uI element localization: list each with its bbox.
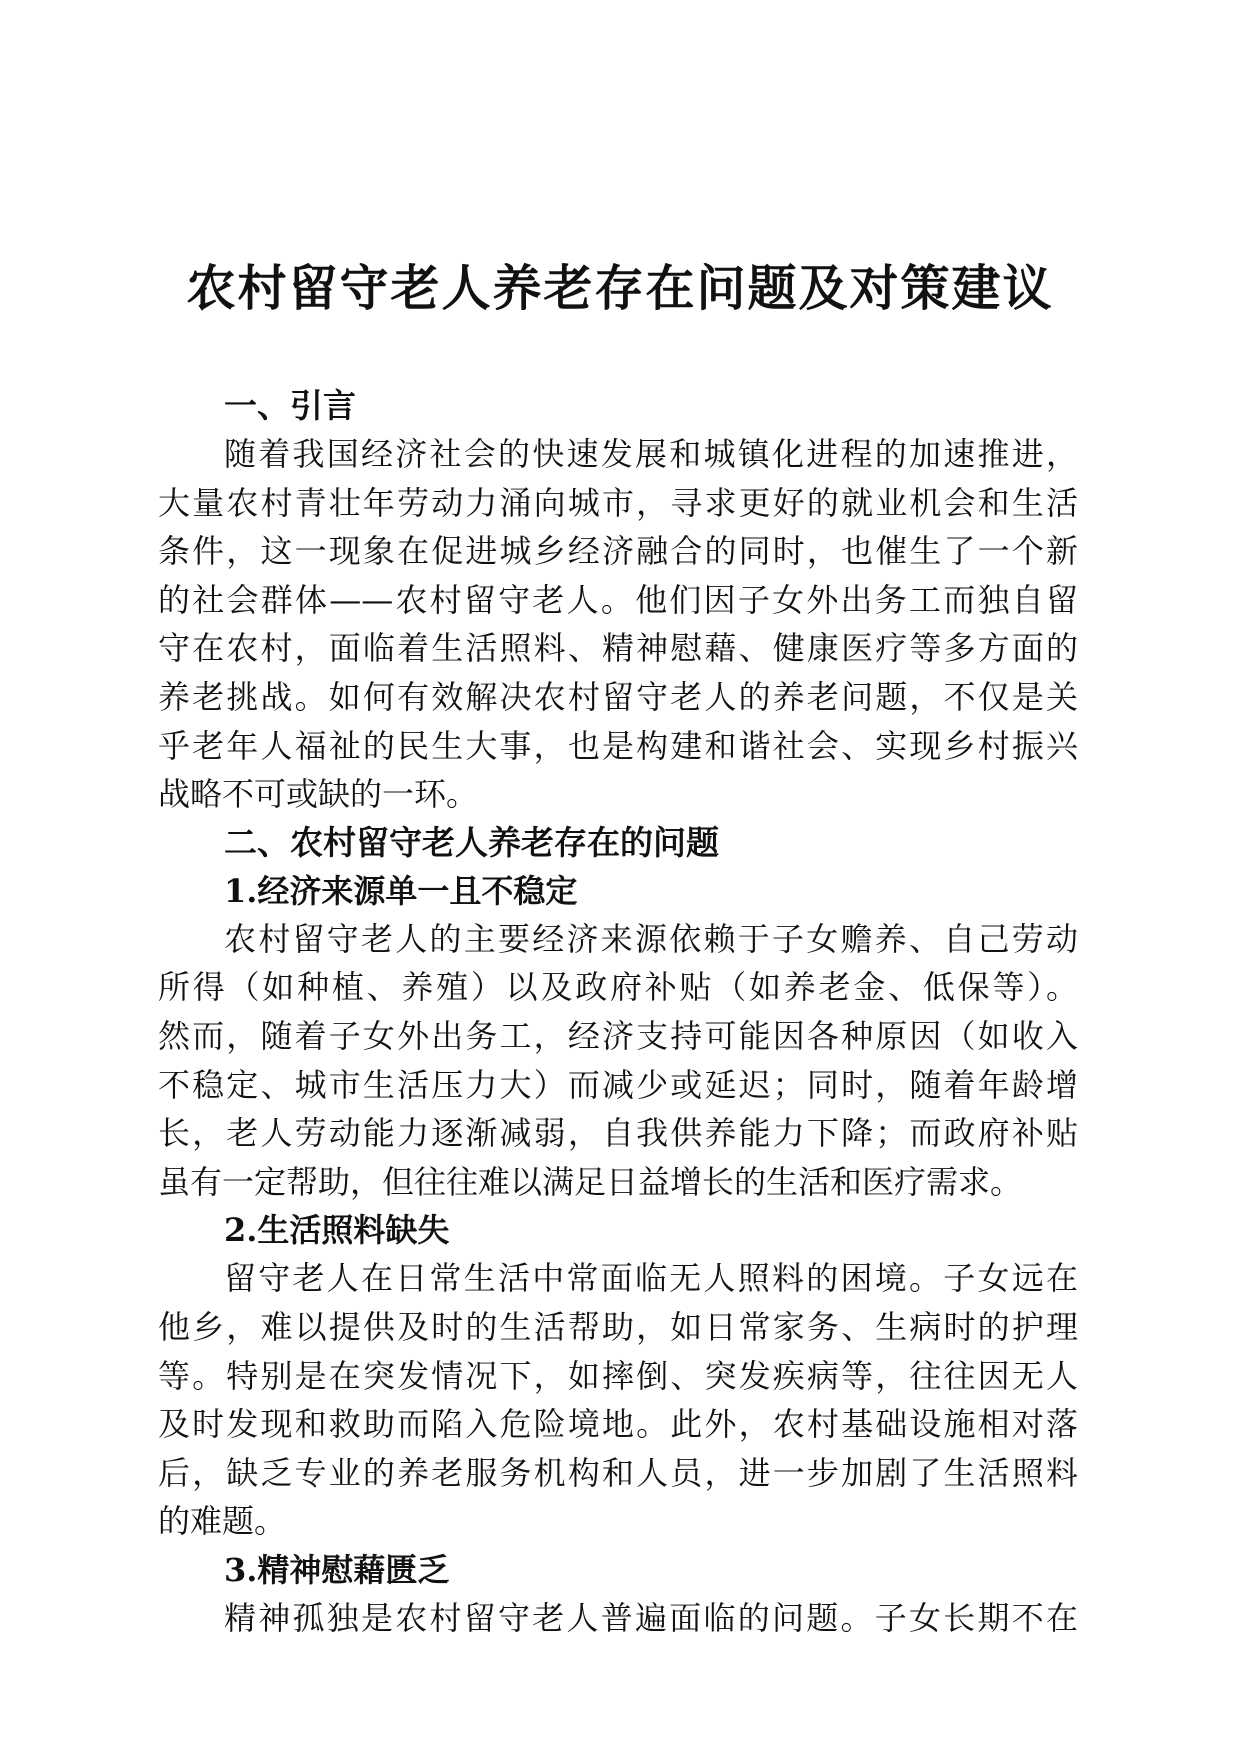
subheading-life-care: 2.生活照料缺失 <box>224 1211 450 1250</box>
paragraph-line: 然而，随着子女外出务工，经济支持可能因各种原因（如收入 <box>158 1016 1078 1055</box>
paragraph-line: 虽有一定帮助，但往往难以满足日益增长的生活和医疗需求。 <box>158 1162 1023 1201</box>
subheading-economic-source: 1.经济来源单一且不稳定 <box>224 871 578 910</box>
paragraph-line: 的难题。 <box>158 1502 287 1541</box>
paragraph-line: 后，缺乏专业的养老服务机构和人员，进一步加剧了生活照料 <box>158 1453 1078 1492</box>
paragraph-line: 留守老人在日常生活中常面临无人照料的困境。子女远在 <box>224 1259 1078 1298</box>
document-title: 农村留守老人养老存在问题及对策建议 <box>186 259 1054 317</box>
paragraph-line: 乎老年人福祉的民生大事，也是构建和谐社会、实现乡村振兴 <box>158 726 1078 765</box>
paragraph-line: 战略不可或缺的一环。 <box>158 775 479 814</box>
paragraph-line: 条件，这一现象在促进城乡经济融合的同时，也催生了一个新 <box>158 532 1078 571</box>
paragraph-line: 随着我国经济社会的快速发展和城镇化进程的加速推进， <box>224 435 1078 473</box>
paragraph-line: 精神孤独是农村留守老人普遍面临的问题。子女长期不在 <box>224 1598 1078 1637</box>
paragraph-line: 所得（如种植、养殖）以及政府补贴（如养老金、低保等）。 <box>158 968 1078 1007</box>
section-heading-introduction: 一、引言 <box>224 386 356 425</box>
paragraph-line: 大量农村青壮年劳动力涌向城市，寻求更好的就业机会和生活 <box>158 483 1078 522</box>
paragraph-line: 养老挑战。如何有效解决农村留守老人的养老问题，不仅是关 <box>158 677 1078 716</box>
paragraph-line: 及时发现和救助而陷入危险境地。此外，农村基础设施相对落 <box>158 1405 1078 1444</box>
paragraph-line: 他乡，难以提供及时的生活帮助，如日常家务、生病时的护理 <box>158 1307 1078 1346</box>
paragraph-line: 守在农村，面临着生活照料、精神慰藉、健康医疗等多方面的 <box>158 629 1078 668</box>
life-care-paragraph <box>158 1254 1078 1546</box>
paragraph-line: 农村留守老人的主要经济来源依赖于子女赡养、自己劳动 <box>224 919 1078 958</box>
paragraph-line: 不稳定、城市生活压力大）而减少或延迟；同时，随着年龄增 <box>158 1065 1078 1104</box>
paragraph-line: 等。特别是在突发情况下，如摔倒、突发疾病等，往往因无人 <box>158 1356 1078 1395</box>
paragraph-line: 的社会群体——农村留守老人。他们因子女外出务工而独自留 <box>158 580 1078 619</box>
introduction-paragraph <box>158 430 1078 819</box>
section-heading-problems: 二、农村留守老人养老存在的问题 <box>224 822 719 862</box>
document-body <box>158 382 1078 1642</box>
spiritual-comfort-paragraph <box>158 1594 1078 1643</box>
economic-source-paragraph <box>158 915 1078 1207</box>
subheading-spiritual-comfort: 3.精神慰藉匮乏 <box>224 1550 450 1589</box>
paragraph-line: 长，老人劳动能力逐渐减弱，自我供养能力下降；而政府补贴 <box>158 1114 1078 1153</box>
